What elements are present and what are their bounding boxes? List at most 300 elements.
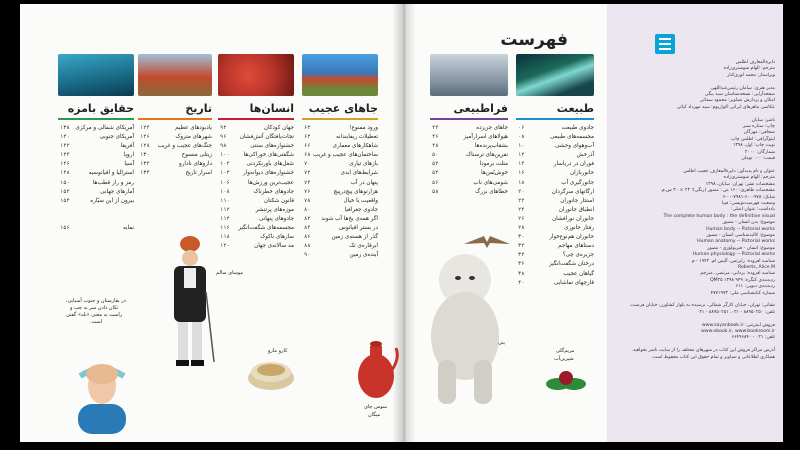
toc-entry	[516, 169, 594, 178]
credits-line: Roberts, Alice M	[737, 265, 775, 270]
toc-entry	[218, 160, 294, 169]
toc-entry-title: استتار جانوران	[560, 197, 594, 204]
toc-entry-title: ارگانهای سرگردان	[551, 188, 594, 195]
thumb-tabiat	[516, 54, 594, 96]
toc-entry-title: انطباق جانوران	[558, 206, 594, 213]
credits-line: موضوع: بدن انسان - مصور	[722, 220, 775, 226]
toc-entry-title: شرایط‌های ابدی	[340, 170, 378, 177]
thumb-tarikh	[138, 54, 212, 96]
list-haghayegh	[58, 124, 134, 233]
toc-entry-title: جادوی طبیعت	[561, 125, 594, 131]
toc-entry-page: ۹۰	[304, 252, 311, 259]
toc-entry	[218, 133, 294, 142]
toc-entry	[138, 124, 212, 133]
toc-entry-title: آذرخش	[576, 152, 594, 159]
toc-entry	[58, 169, 134, 178]
bar-ensanha	[218, 118, 294, 120]
toc-entry-page: ۱۰۲	[220, 161, 230, 168]
toc-entry-page: ۱۲۶	[140, 134, 150, 141]
bar-faratabiei	[430, 118, 508, 120]
toc-entry-title: آمریکای جنوبی	[99, 134, 134, 141]
toc-entry	[58, 124, 134, 133]
toc-entry-title: بیرون از این سیّاره	[90, 197, 134, 204]
credits-line: فروش اینترنتی: www.sayanbook.ir	[701, 322, 775, 328]
head-illustration	[72, 334, 132, 434]
list-faratabiei	[430, 124, 508, 197]
toc-entry	[516, 260, 594, 269]
toc-entry-page: ۱۶	[518, 170, 525, 177]
toc-entry-title: در بستر اقیانوس	[339, 225, 378, 232]
credits-line: Human anatomy -- Pictorial works	[697, 239, 775, 245]
toc-entry-title: جنگ‌های عجیب و غریب	[157, 143, 212, 150]
toc-entry	[302, 169, 378, 178]
credits-line: صفحه‌آرایی: نسخه‌شناسان سید بیگی	[704, 92, 775, 98]
plant-illustration	[544, 364, 588, 398]
credits-line: مشخصات نشر: تهران: سایان، ۱۳۹۸	[705, 181, 775, 187]
credits-line: عکاسی ماهرهای ایرانی اکواریوم: سید مهرداد کیائی	[676, 104, 775, 110]
toc-entry-page: ۱۳۸	[60, 125, 70, 131]
credits-line: شمارگان: ۲۰۰۰	[745, 149, 775, 155]
credits-line: ناشر: سایان	[751, 117, 775, 123]
toc-entry-page: ۵۶	[432, 179, 439, 186]
toc-entry-page: ۱۰۴	[220, 170, 230, 177]
toc-entry-title: مد سالانه‌ی جهان	[254, 243, 294, 250]
toc-entry-title: نجات‌یافتگان آتش‌فشان	[239, 134, 294, 141]
toc-entry-page: ۱۵۶	[60, 225, 70, 232]
toc-entry-page: ۱۳۰	[140, 152, 150, 159]
toc-entry-title: آفریقا	[120, 143, 134, 150]
heading-faratabiei: فراطبیعی	[453, 102, 508, 115]
toc-entry-title: موزه‌های پرتنشر	[255, 206, 294, 213]
credits-line: لیتوگرافی: اطلس چاپ	[731, 136, 775, 142]
bar-tarikh	[138, 118, 212, 120]
toc-entry-title: اروپا	[123, 152, 134, 159]
toc-entry-page: ۸۶	[304, 234, 311, 241]
toc-entry-title: زیتلی منسوخ	[181, 152, 212, 159]
toc-entry-title: ساختمان‌های عجیب و غریب	[313, 152, 378, 159]
toc-entry-title: شغل‌های باورنکردنی	[246, 161, 294, 168]
toc-entry	[516, 142, 594, 151]
credits-line: www.ebook.ir, www.bookroom.ir	[701, 329, 775, 335]
toc-entry-page: ۹۶	[220, 134, 227, 141]
toc-column-tabiat	[516, 54, 594, 354]
toc-entry	[218, 142, 294, 151]
toc-entry	[516, 124, 594, 133]
toc-entry	[516, 160, 594, 169]
credits-line: چاپ: ستاره سبز	[742, 124, 775, 130]
toc-entry-title: نمایه	[122, 225, 134, 232]
toc-entry	[218, 206, 294, 215]
head-note-line-3: راست به معنی «بله» گفتن	[66, 312, 123, 318]
logo-stripe-2	[659, 43, 671, 45]
toc-entry-page: ۱۴۴	[60, 152, 70, 159]
toc-entry-page: ۰۸	[518, 134, 525, 141]
credits-line: ویراستار: محمد لوری‌کنار	[727, 72, 775, 78]
head-note-line-2: تکان دادن سر به چپ و	[70, 305, 119, 311]
toc-entry-title: آمریکای شمالی و مرکزی	[75, 125, 134, 131]
credits-line: موضوع: کالبدشناسی انسان - مصور	[706, 232, 775, 238]
caption-marim: مریم‌گلی	[556, 348, 575, 354]
toc-entry-title: جادوی جغرافیا	[344, 206, 378, 213]
toc-entry-page: ۶۶	[304, 143, 311, 150]
toc-entry	[302, 197, 378, 206]
toc-entry	[58, 160, 134, 169]
toc-entry	[302, 224, 378, 233]
toc-entry-page: ۳۲	[518, 243, 525, 250]
toc-entry-title: دستاهای مهاجم	[558, 243, 594, 250]
toc-entry	[302, 206, 378, 215]
toc-entry	[516, 197, 594, 206]
toc-entry-title	[132, 206, 134, 215]
toc-entry-title: ابرقاره‌ی تک	[349, 243, 378, 250]
toc-entry-page: ۲۰	[518, 188, 525, 195]
credits-line: عنوان و نام پدیدآور: دایرةالمعارف عجیب اطلس	[683, 168, 775, 174]
toc-entry	[516, 215, 594, 224]
toc-entry	[430, 188, 508, 197]
toc-entry-title: تعطیلات ریفابندانه	[336, 134, 378, 141]
toc-entry	[516, 179, 594, 188]
toc-entry-title	[132, 215, 134, 224]
toc-entry	[516, 270, 594, 279]
caption-musa-salim: موسای سالم	[216, 270, 244, 276]
toc-entry-title: هیولاهای اسرارآمیز	[463, 134, 508, 141]
toc-entry-page: ۱۱۴	[220, 215, 230, 222]
toc-entry-page: ۸۴	[304, 225, 311, 232]
toc-entry-title: جاهای جن‌زده	[476, 125, 508, 131]
toc-entry	[430, 124, 508, 133]
caption-yeti: یتی	[498, 340, 506, 346]
toc-entry-title: نفرین‌های ترسناک	[466, 152, 508, 159]
toc-entry-title: سازهای ناکوک	[260, 234, 294, 241]
toc-entry-title: رمز و راز قطب‌ها	[92, 179, 134, 186]
toc-entry-title: بازهای تیاری	[349, 161, 378, 168]
list-jahaye-ajib	[302, 124, 378, 260]
toc-entry	[218, 188, 294, 197]
toc-entry-title: آسیا	[124, 161, 134, 168]
toc-entry	[430, 169, 508, 178]
toc-entry-title: واقعیت یا خیال	[343, 197, 378, 204]
credits-line: وضعیت فهرست‌نویسی: فیپا	[721, 200, 775, 206]
bar-haghayegh	[58, 118, 134, 120]
toc-entry-title: آینده‌ی زمین	[349, 252, 378, 259]
toc-column-haghayegh	[58, 54, 134, 304]
toc-entry-page: ۶۴	[304, 134, 311, 141]
heading-jahaye-ajib: جاهای عجیب	[308, 102, 378, 115]
toc-entry-title: یادبودهای عظیم	[175, 125, 212, 131]
toc-entry-page: ۱۲۴	[140, 125, 150, 131]
toc-entry-page: ۱۰	[518, 143, 525, 150]
toc-entry-title: شهرهای متروک	[175, 134, 212, 141]
credits-text	[607, 60, 783, 361]
toc-entry-title: جانوران نورافشان	[552, 215, 594, 222]
toc-entry-page: ۵۰	[432, 152, 439, 159]
toc-entry-title: جهان کودکان	[263, 125, 294, 131]
toc-entry-page: ۸۲	[304, 215, 311, 222]
toc-entry	[138, 169, 212, 178]
toc-entry	[302, 151, 378, 160]
list-ensanha	[218, 124, 294, 251]
cake-illustration	[246, 352, 296, 392]
toc-entry-page: ۷۰	[304, 161, 311, 168]
toc-entry-title: هزارتوهای پیچ‌درپیچ	[333, 188, 378, 195]
toc-entry-title: درختان شگفت‌انگیز	[548, 261, 594, 268]
credits-line: Human physiology -- Pictorial works	[692, 252, 775, 258]
toc-column-tarikh	[138, 54, 212, 254]
toc-column-faratabiei	[430, 54, 508, 254]
toc-entry	[516, 233, 594, 242]
toc-entry-title: مجسمه‌های شگفت‌انگیز	[238, 225, 294, 232]
thumb-faratabiei	[430, 54, 508, 96]
toc-entry-title: فوران در دریاسار	[553, 161, 594, 168]
toc-entry-title: استرالیا و اقیانوسیه	[88, 170, 134, 177]
toc-column-ensanha	[218, 54, 294, 354]
head-note-line-1: در بقارستان و جنوب آسیایی،	[66, 298, 126, 304]
toc-entry-title: جشنواره‌های دیوانه‌وار	[242, 170, 294, 177]
toc-entry-page: ۷۲	[304, 170, 311, 177]
toc-entry	[430, 151, 508, 160]
toc-entry-title: آمارهای جهانی	[100, 188, 134, 195]
toc-entry	[138, 142, 212, 151]
credits-line: قیمت: ۰۰۰ تومان	[741, 156, 775, 162]
toc-entry-page: ۷۴	[304, 179, 311, 186]
toc-entry	[218, 124, 294, 133]
toc-entry-title: داروهای نادارو	[179, 161, 212, 168]
toc-entry-page: ۰۶	[518, 125, 525, 131]
man-illustration	[160, 232, 220, 412]
toc-entry	[516, 188, 594, 197]
toc-entry	[218, 179, 294, 188]
toc-entry-page: ۷۸	[304, 197, 311, 204]
toc-entry	[516, 133, 594, 142]
toc-entry-page: ۹۸	[220, 143, 227, 150]
toc-entry-title: گذر از هسته‌ی زمین	[331, 234, 378, 241]
toc-entry-page: ۱۱۲	[220, 206, 230, 213]
credits-line: ردیه‌بندی دیویی: ۶۱۱	[735, 284, 775, 290]
credits-panel	[607, 4, 783, 442]
credits-line: Human body -- Pictorial works	[706, 226, 775, 232]
toc-entry	[58, 188, 134, 197]
toc-entry	[430, 142, 508, 151]
credits-line: مترجم: الهام شوشتری‌زاده	[723, 175, 775, 181]
toc-entry	[58, 133, 134, 142]
toc-entry	[302, 179, 378, 188]
list-tabiat	[516, 124, 594, 288]
toc-entry-page: ۹۴	[220, 125, 227, 131]
toc-entry	[218, 169, 294, 178]
teapot-illustration	[354, 324, 400, 404]
toc-entry-page: ۱۴۰	[60, 134, 70, 141]
heading-tarikh: تاریخ	[185, 102, 212, 115]
toc-entry-page: ۲۸	[518, 225, 525, 232]
toc-entry-page: ۵۲	[432, 161, 439, 168]
credits-line: ردیه‌بندی کنگره: ۹۴۹ ۱۳۹۸ QM۲۵	[710, 277, 775, 283]
toc-entry	[302, 215, 378, 224]
toc-entry-page: ۱۲۸	[140, 143, 150, 150]
credits-line: شابک: ۹۷۸-۶۰۰-۷۹۸۱-۰۰-۶	[722, 194, 775, 200]
credits-line: آدرس مراکز فروش این کتاب در شهرهای مختلف را از سایت ناشر بخواهید.	[631, 348, 775, 354]
toc-entry-page: ۱۴	[518, 161, 525, 168]
toc-entry	[218, 197, 294, 206]
toc-entry-page: ۱۴۲	[60, 143, 70, 150]
thumb-haghayegh	[58, 54, 134, 96]
heading-haghayegh: حقایق بامزه	[67, 102, 134, 115]
toc-title: فهرست	[500, 30, 568, 50]
toc-entry-page: ۵۴	[432, 170, 439, 177]
toc-entry	[302, 242, 378, 251]
toc-entry-title: عجیب‌ترین ورزش‌ها	[248, 179, 294, 186]
toc-entry-title: جزیره‌ی چی؟	[562, 252, 594, 259]
credits-line: شناسه افزوده: یزدانی، مرتضی، مترجم	[700, 271, 775, 277]
toc-entry	[302, 133, 378, 142]
toc-entry	[516, 206, 594, 215]
toc-entry-page: ۱۱۶	[220, 225, 230, 232]
toc-entry-page: ۱۰۰	[220, 152, 230, 159]
toc-entry-page: ۸۸	[304, 243, 311, 250]
toc-entry-title: گیاهان عجیب	[563, 270, 594, 277]
toc-entry	[430, 179, 508, 188]
credits-line: مترجم: الهام شوشتری‌زاده	[723, 66, 775, 72]
toc-entry	[218, 233, 294, 242]
toc-entry	[58, 215, 134, 224]
toc-entry	[58, 197, 134, 206]
toc-entry	[302, 188, 378, 197]
toc-entry-page: ۲۲	[518, 197, 525, 204]
toc-entry-title: اگر همه‌ی یخ‌ها آب شوند	[321, 215, 378, 222]
logo-stripe-3	[659, 48, 671, 50]
toc-entry-page: ۱۲	[518, 152, 525, 159]
caption-sos-chai-2: میگان	[368, 412, 381, 418]
publisher-logo-icon	[655, 34, 675, 54]
credits-line: شناسه افزوده: رابرتس، آلیس ام. ۱۹۴۲ - م	[691, 258, 775, 264]
toc-entry-page: ۳۴	[518, 252, 525, 259]
credits-line: مشخصات ظاهری: ۱۶۰ ص.: مصور (رنگی)؛ ۲۳ × ۳۰ س.م.	[660, 188, 775, 194]
toc-entry-page: ۶۲	[304, 125, 311, 131]
credits-line: The complete human body : the definitive visual	[663, 213, 775, 219]
toc-entry-page: ۱۴۶	[60, 161, 70, 168]
credits-line: نوبت چاپ: اول، ۱۳۹۸	[732, 143, 775, 149]
toc-entry-title: ورود ممنوع!	[349, 125, 378, 131]
toc-entry-page: ۱۰۶	[220, 179, 230, 186]
toc-entry-title: اسرار تاریخ	[185, 170, 212, 177]
toc-entry-title: قانون شکنان	[264, 197, 294, 204]
credits-line: نشانی: تهران، خیابان کارگر شمالی، نرسیده به بلوار کشاورز، خیابان فرصت،	[629, 303, 775, 309]
toc-entry	[302, 142, 378, 151]
toc-entry-title: جشنواره‌های سنتی	[250, 143, 294, 150]
toc-entry-title: مثلث برمودا	[479, 161, 508, 168]
toc-entry	[58, 224, 134, 233]
toc-entry-page: ۱۸	[518, 179, 525, 186]
toc-entry-page: ۳۰	[518, 234, 525, 241]
toc-entry	[218, 224, 294, 233]
thumb-ensanha	[218, 54, 294, 96]
toc-entry	[516, 251, 594, 260]
toc-entry-page: ۱۵۲	[60, 188, 70, 195]
credits-line: دایرةالمعارف اطلس	[735, 60, 775, 65]
toc-entry	[516, 151, 594, 160]
bar-jahaye-ajib	[302, 118, 378, 120]
toc-entry-page: ۱۳۴	[140, 170, 150, 177]
heading-ensanha: انسان‌ها	[249, 102, 294, 115]
toc-entry	[138, 151, 212, 160]
logo-stripe-1	[659, 38, 671, 40]
list-tarikh	[138, 124, 212, 179]
toc-entry-title: خوش‌یُمن‌ها	[481, 170, 508, 177]
toc-entry-page: ۴۶	[432, 134, 439, 141]
toc-entry-title: جادوهای خطرناک	[253, 188, 294, 195]
caption-marim-2: شیرین‌آب	[554, 356, 574, 362]
toc-entry-page: ۱۴۸	[60, 170, 70, 177]
credits-line: صحافی: مهرگان	[743, 130, 775, 136]
toc-entry-page: ۱۳۲	[140, 161, 150, 168]
toc-entry-title: رفتار جانوری	[564, 225, 594, 232]
toc-entry-title: آب‌وهوای وحشی	[555, 143, 594, 150]
toc-entry	[58, 142, 134, 151]
toc-entry	[516, 224, 594, 233]
toc-entry-page: ۳۶	[518, 261, 525, 268]
toc-entry-title: جانوربازان	[570, 170, 594, 177]
credits-line: تلفن: ۸۸۹۵۰۲۵۰ - ۰۲۱، ۸۸۹۵۰۲۵۱ - ۰۲۱	[696, 309, 775, 315]
toc-entry	[302, 251, 378, 260]
toc-entry-title: جانوران هم‌نوع‌خوار	[549, 234, 594, 241]
toc-entry-page: ۳۸	[518, 270, 525, 277]
credits-line: امکان و پردازش تصاویر: محمود سمائی	[699, 98, 775, 104]
toc-entry	[430, 160, 508, 169]
caption-karo-mazo: کارو مازو	[268, 348, 288, 354]
heading-tabiat: طبیعت	[556, 102, 594, 115]
toc-entry-page: ۷۶	[304, 188, 311, 195]
book-spread	[20, 4, 783, 442]
toc-entry-page: ۴۸	[432, 143, 439, 150]
toc-entry-page: ۱۵۰	[60, 179, 70, 186]
toc-entry-page: ۱۰۸	[220, 188, 230, 195]
toc-entry-title: پنهان در آب	[350, 179, 378, 186]
toc-entry	[516, 242, 594, 251]
bar-tabiat	[516, 118, 594, 120]
toc-entry-page: ۵۸	[432, 188, 439, 195]
toc-entry-title: خطاهای بزرگ	[475, 188, 508, 195]
toc-column-jahaye-ajib	[302, 54, 378, 354]
thumb-jahaye-ajib	[302, 54, 378, 96]
toc-entry	[516, 279, 594, 288]
toc-entry	[138, 133, 212, 142]
credits-line: همکاری اطلاعاتی و تصاویر و تمام حقوق این کتاب محفوظ است.	[651, 354, 775, 360]
toc-entry	[58, 179, 134, 188]
toc-entry	[218, 215, 294, 224]
toc-entry-title: شاهکارهای معماری	[332, 143, 378, 150]
yeti-illustration	[420, 240, 510, 410]
toc-entry-page: ۴۰	[518, 279, 525, 286]
toc-entry-title: شگفتی‌های خوراکی‌ها	[243, 152, 294, 159]
toc-entry-title: شومی‌های ناب	[473, 179, 508, 186]
toc-entry	[302, 160, 378, 169]
toc-entry	[58, 206, 134, 215]
toc-entry	[302, 233, 378, 242]
toc-entry-page: ۱۲۰	[220, 243, 230, 250]
toc-entry-page: ۱۱۸	[220, 234, 230, 241]
credits-line: یادداشت: عنوان اصلی:	[730, 207, 775, 213]
toc-entry-page: ۶۸	[304, 152, 311, 159]
toc-entry	[430, 133, 508, 142]
toc-entry-title: جادوهای پنهانی	[259, 215, 294, 222]
toc-entry-title: بشقاب‌پرنده‌ها	[474, 143, 508, 150]
toc-entry	[58, 151, 134, 160]
toc-entry-title: قارچهای تماشایی	[553, 279, 594, 286]
credits-line: شماره کتابشناسی ملی: ۴۷۷۱۹۷۳	[710, 290, 775, 296]
toc-entry-page: ۴۴	[432, 125, 439, 131]
caption-sos-chai: سوس چای	[364, 404, 387, 410]
toc-entry	[218, 151, 294, 160]
toc-entry-page: ۲۶	[518, 215, 525, 222]
